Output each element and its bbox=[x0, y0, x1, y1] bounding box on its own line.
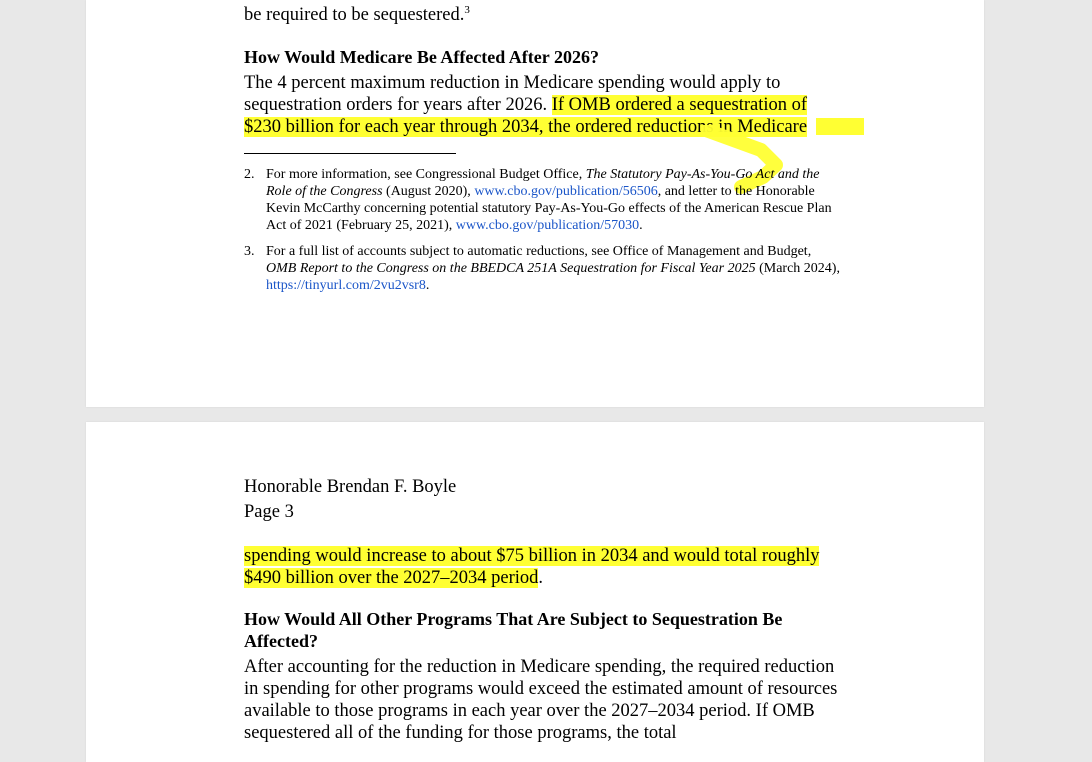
paragraph-text: The 4 percent maximum reduction in Medicare spending would apply to sequestration orders for years after 2026. bbox=[244, 73, 781, 115]
footnote-link[interactable]: https://tinyurl.com/2vu2vsr8 bbox=[266, 278, 426, 293]
page-header bbox=[244, 476, 864, 523]
page-number: Page 3 bbox=[244, 502, 294, 522]
footnote-divider bbox=[244, 153, 456, 154]
document-page-1 bbox=[86, 0, 984, 407]
highlighted-text: $230 billion for each year through 2034, the ordered reductions in Medicare bbox=[244, 117, 808, 137]
highlighted-text: If OMB ordered a sequestration of bbox=[551, 95, 808, 115]
top-line: be required to be sequestered.$^3$ bbox=[244, 3, 470, 25]
document-page-2 bbox=[86, 422, 984, 762]
footnote-link[interactable]: www.cbo.gov/publication/57030 bbox=[455, 218, 640, 233]
footnote-2: 2. For more information, see Congressional Budget Office, The Statutory Pay-As-You-Go Act and the Role of the Congress (August 2020), www.cbo.gov/publication/56506, and letter to the Honorable Kevin McCarthy concerning potential statutory Pay-As-You-Go effects of the American Rescue Plan Act of 2021 (February 25, 2021), www.cbo.gov/publication/57030. bbox=[244, 167, 832, 233]
highlighted-text: $490 billion over the 2027–2034 period bbox=[244, 568, 539, 588]
footnote-link[interactable]: www.cbo.gov/publication/56506 bbox=[474, 184, 658, 199]
section-heading-other-programs: How Would All Other Programs That Are Subject to Sequestration Be Affected? bbox=[244, 609, 783, 651]
footnote-3: 3. For a full list of accounts subject to automatic reductions, see Office of Management and Budget, OMB Report to the Congress on the BBEDCA 251A Sequestration for Fiscal Year 2025 (March 2024), https://tinyurl.com/2vu2vsr8. bbox=[244, 244, 840, 293]
addressee: Honorable Brendan F. Boyle bbox=[244, 477, 457, 497]
continued-paragraph: spending would increase to about $75 billion in 2034 and would total roughly $490 billion over the 2027–2034 period. bbox=[244, 546, 820, 588]
highlighter-stroke bbox=[816, 118, 864, 135]
footnote-ref-3[interactable]: 3 bbox=[464, 3, 470, 16]
other-programs-paragraph: After accounting for the reduction in Medicare spending, the required reduction in spending for other programs would exceed the estimated amount of resources available to those programs in each year over the 2027–2034 period. If OMB sequestered all of the funding for those programs, the total bbox=[244, 657, 838, 743]
highlighted-text: spending would increase to about $75 billion in 2034 and would total roughly bbox=[244, 546, 820, 566]
section-heading-medicare: How Would Medicare Be Affected After 2026? bbox=[244, 47, 599, 67]
